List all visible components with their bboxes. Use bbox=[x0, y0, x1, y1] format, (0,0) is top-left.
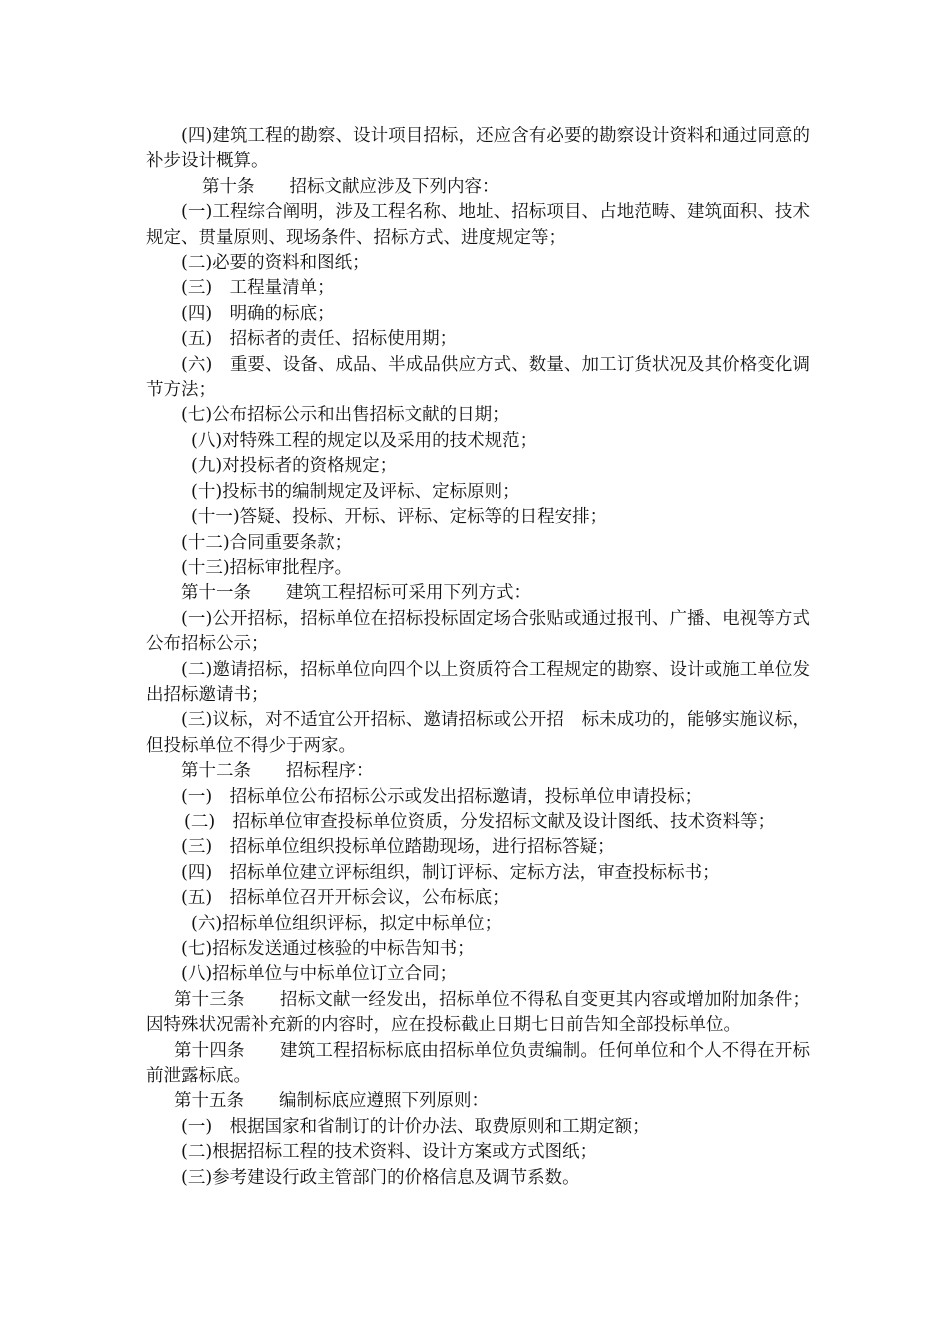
paragraph: (三)议标，对不适宜公开招标、邀请招标或公开招 标未成功的，能够实施议标，但投标单位不得少于两家。 bbox=[146, 710, 810, 756]
paragraph: (三)参考建设行政主管部门的价格信息及调节系数。 bbox=[181, 1167, 580, 1188]
paragraph: (四) 明确的标底； bbox=[181, 303, 335, 324]
paragraph: (一) 招标单位公布招标公示或发出招标邀请，投标单位申请投标； bbox=[181, 786, 703, 807]
paragraph: 第十四条 建筑工程招标标底由招标单位负责编制。任何单位和个人不得在开标前泄露标底。 bbox=[146, 1040, 810, 1087]
paragraph: (三) 工程量清单； bbox=[181, 278, 335, 299]
document-body bbox=[146, 124, 810, 1191]
paragraph: (七)招标发送通过核验的中标告知书； bbox=[181, 939, 475, 959]
paragraph: (一)公开招标，招标单位在招标投标固定场合张贴或通过报刊、广播、电视等方式公布招标公示； bbox=[146, 608, 810, 655]
paragraph: 第十条 招标文献应涉及下列内容： bbox=[202, 176, 500, 197]
paragraph: (四) 招标单位建立评标组织，制订评标、定标方法，审查投标标书； bbox=[181, 862, 720, 883]
paragraph: (六)招标单位组织评标，拟定中标单位； bbox=[191, 913, 503, 934]
paragraph: (十三)招标审批程序。 bbox=[181, 557, 353, 578]
paragraph: (二)邀请招标，招标单位向四个以上资质符合工程规定的勘察、设计或施工单位发出招标邀请书； bbox=[146, 659, 810, 705]
paragraph: (十)投标书的编制规定及评标、定标原则； bbox=[191, 481, 520, 502]
paragraph: (一) 根据国家和省制订的计价办法、取费原则和工期定额； bbox=[181, 1116, 650, 1137]
paragraph: (二)根据招标工程的技术资料、设计方案或方式图纸； bbox=[181, 1142, 598, 1163]
paragraph: 第十一条 建筑工程招标可采用下列方式： bbox=[181, 583, 531, 604]
paragraph: (七)公布招标公示和出售招标文献的日期； bbox=[181, 405, 510, 426]
paragraph: (二) 招标单位审查投标单位资质，分发招标文献及设计图纸、技术资料等； bbox=[184, 811, 776, 832]
paragraph: (六) 重要、设备、成品、半成品供应方式、数量、加工订货状况及其价格变化调节方法； bbox=[146, 354, 810, 401]
paragraph: 第十五条 编制标底应遵照下列原则： bbox=[174, 1091, 489, 1112]
paragraph: (四)建筑工程的勘察、设计项目招标，还应含有必要的勘察设计资料和通过同意的补步设计概算。 bbox=[146, 126, 810, 172]
paragraph: (五) 招标者的责任、招标使用期； bbox=[181, 329, 458, 350]
paragraph: 第十二条 招标程序： bbox=[181, 761, 374, 782]
paragraph: 第十三条 招标文献一经发出，招标单位不得私自变更其内容或增加附加条件；因特殊状况需补充新的内容时，应在投标截止日期七日前告知全部投标单位。 bbox=[146, 989, 810, 1036]
paragraph: (五) 招标单位召开开标会议，公布标底； bbox=[181, 888, 510, 909]
paragraph: (十二)合同重要条款； bbox=[181, 532, 353, 553]
paragraph: (九)对投标者的资格规定； bbox=[191, 456, 398, 477]
paragraph: (二)必要的资料和图纸； bbox=[181, 253, 370, 274]
paragraph: (一)工程综合阐明，涉及工程名称、地址、招标项目、占地范畴、建筑面积、技术规定、贯量原则、现场条件、招标方式、进度规定等； bbox=[146, 202, 810, 248]
paragraph: (十一)答疑、投标、开标、评标、定标等的日程安排； bbox=[191, 507, 608, 528]
paragraph: (三) 招标单位组织投标单位踏勘现场，进行招标答疑； bbox=[181, 837, 615, 858]
paragraph: (八)对特殊工程的规定以及采用的技术规范； bbox=[191, 430, 538, 451]
paragraph: (八)招标单位与中标单位订立合同； bbox=[181, 964, 458, 985]
